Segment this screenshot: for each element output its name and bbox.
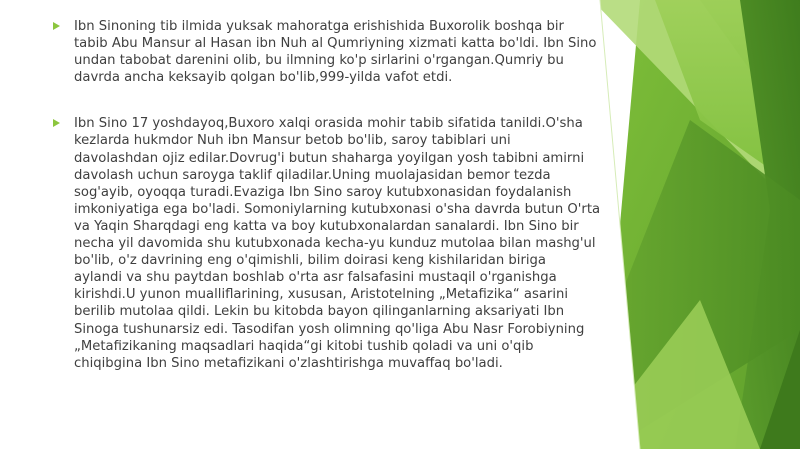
slide-body (53, 18, 613, 372)
bullet-marker-icon (53, 119, 60, 127)
bullet-item (53, 115, 613, 371)
bullet-item (53, 18, 613, 86)
bullet-text: Ibn Sinoning tib ilmida yuksak mahoratga erishishida Buxorolik boshqa bir tabib Abu Mansur al Hasan ibn Nuh al Qumriyning xizmati katta bo'ldi. Ibn Sino undan tabobat darenini olib, bu ilmning ko'p sirlarini o'rgangan.Qumriy bu davrda ancha keksayib qolgan bo'lib,999-yilda vafot etdi. (74, 19, 597, 86)
bullet-text: Ibn Sino 17 yoshdayoq,Buxoro xalqi orasida mohir tabib sifatida tanildi.O'sha kezlarda hukmdor Nuh ibn Mansur betob bo'lib, saroy tabiblari uni davolashdan ojiz edilar.Dovrug'i butun shaharga yoyilgan yosh tabibni amirni davolash uchun saroyga taklif qiladilar.Uning muolajasidan bemor tezda sog'ayib, oyoqqa turadi.Evaziga Ibn Sino saroy kutubxonasidan foydalanish imkoniyatiga ega bo'ladi. Somoniylarning kutubxonasi o'sha davrda butun O'rta va Yaqin Sharqdagi eng katta va boy kutubxonalardan sanalardi. Ibn Sino bir necha yil davomida shu kutubxonada kecha-yu kunduz mutolaa bilan mashg'ul bo'lib, o'z davrining eng o'qimishli, bilim doirasi keng kishilaridan biriga aylandi va shu paytdan boshlab o'rta asr falsafasini mustaqil o'rganishga kirishdi.U yunon mualliflarining, xususan, Aristotelning „Metafizika“ asarini berilib mutolaa qildi. Lekin bu kitobda bayon qilinganlarning aksariyati Ibn Sinoga tushunarsiz edi. Tasodifan yosh olimning qo'liga Abu Nasr Forobiyning „Metafizikaning maqsadlari haqida“gi kitobi tushib qoladi va uni o'qib chiqibgina Ibn Sino metafizikani o'zlashtirishga muvaffaq bo'ladi. (74, 116, 601, 371)
bullet-marker-icon (53, 22, 60, 30)
